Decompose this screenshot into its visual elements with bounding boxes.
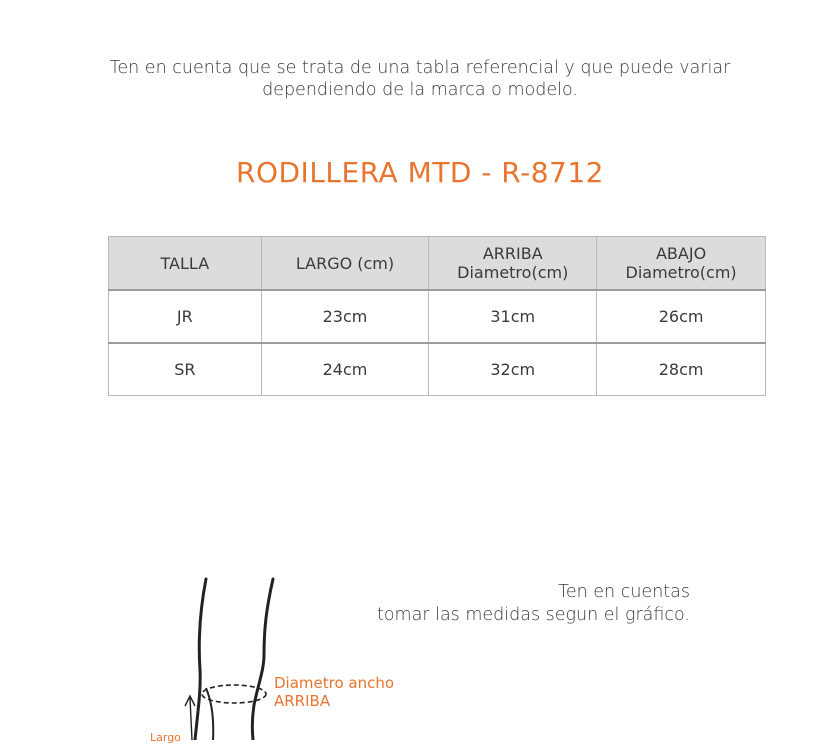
cell-talla: JR [109, 290, 262, 343]
leg-outline-left [195, 579, 206, 740]
cell-abajo: 28cm [597, 343, 766, 396]
header-talla-label: TALLA [160, 253, 210, 273]
leg-outline-right [252, 579, 273, 740]
reference-notice-line-1: Ten en cuenta que se trata de una tabla referencial y que puede variar [109, 58, 731, 78]
header-abajo-label: ABAJO [655, 244, 707, 263]
reference-notice-line-2: dependiendo de la marca o modelo. [262, 80, 578, 100]
measure-note-line-2: tomar las medidas segun el gráfico. [376, 605, 690, 625]
diametro-arriba-label [274, 674, 394, 710]
largo-arrow-shaft [190, 698, 192, 740]
cell-abajo: 26cm [597, 290, 766, 343]
table-row [109, 290, 766, 343]
header-arriba-label: ARRIBA [482, 244, 543, 263]
knee-diagram [140, 570, 440, 740]
header-largo [261, 237, 429, 291]
cell-talla: SR [109, 343, 262, 396]
header-abajo-unit: Diametro(cm) [625, 263, 737, 282]
cell-largo: 23cm [261, 290, 429, 343]
largo-label: Largo [150, 731, 181, 744]
header-arriba [429, 237, 597, 291]
measure-note-line-1: Ten en cuentas [558, 582, 690, 602]
reference-notice [0, 57, 840, 101]
cell-arriba: 31cm [429, 290, 597, 343]
header-talla [109, 237, 262, 291]
table-row [109, 343, 766, 396]
header-largo-label: LARGO (cm) [295, 253, 395, 273]
diametro-arriba-label-line-1: Diametro ancho [274, 674, 395, 692]
knee-cap-line [206, 688, 213, 740]
product-title: RODILLERA MTD - R-8712 [236, 156, 604, 189]
cell-largo: 24cm [261, 343, 429, 396]
size-table [108, 236, 766, 396]
diametro-arriba-label-line-2: ARRIBA [274, 692, 331, 710]
cell-arriba: 32cm [429, 343, 597, 396]
header-arriba-unit: Diametro(cm) [457, 263, 569, 282]
header-abajo [597, 237, 766, 291]
size-table-header-row [109, 237, 766, 291]
